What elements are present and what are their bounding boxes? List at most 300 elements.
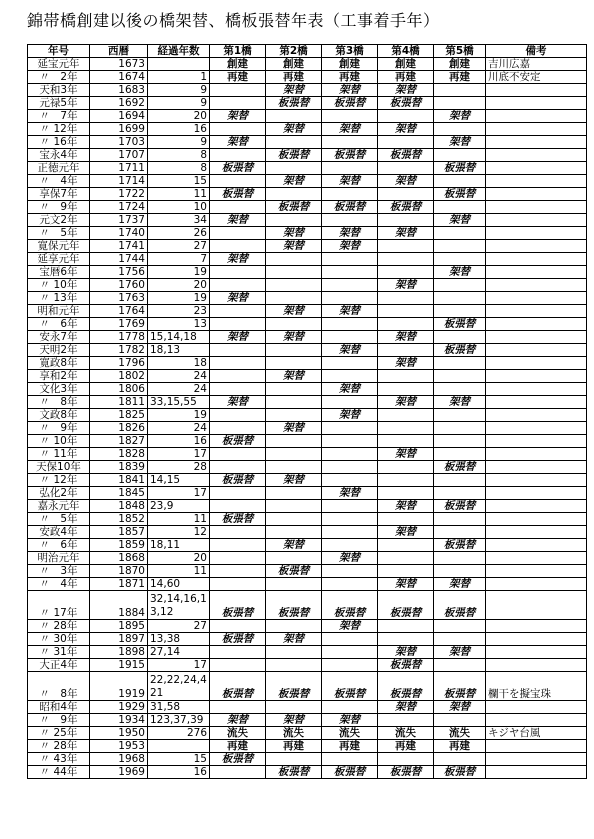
bridge-1-cell: 架替	[210, 253, 266, 266]
bridge-4-cell: 架替	[378, 123, 434, 136]
bridge-4-cell	[378, 539, 434, 552]
bridge-3-cell	[322, 701, 378, 714]
bridge-3-cell	[322, 279, 378, 292]
table-body	[28, 58, 587, 779]
bridge-2-cell	[266, 136, 322, 149]
bridge-2-cell	[266, 753, 322, 766]
bridge-1-cell	[210, 383, 266, 396]
era-cell: 〃 10年	[28, 279, 90, 292]
bridge-3-cell	[322, 448, 378, 461]
table-row	[28, 123, 587, 136]
bridge-1-cell	[210, 565, 266, 578]
year-cell: 1811	[90, 396, 148, 409]
table-row	[28, 331, 587, 344]
year-cell: 1760	[90, 279, 148, 292]
bridge-5-cell	[434, 370, 486, 383]
era-cell: 寛保元年	[28, 240, 90, 253]
bridge-4-cell	[378, 620, 434, 633]
bridge-3-cell: 架替	[322, 305, 378, 318]
bridge-3-cell: 架替	[322, 714, 378, 727]
era-cell: 天和3年	[28, 84, 90, 97]
bridge-1-cell: 架替	[210, 214, 266, 227]
table-row	[28, 344, 587, 357]
bridge-4-cell	[378, 474, 434, 487]
bridge-2-cell	[266, 659, 322, 672]
bridge-3-cell	[322, 646, 378, 659]
year-cell: 1968	[90, 753, 148, 766]
bridge-4-cell	[378, 305, 434, 318]
bridge-3-cell	[322, 565, 378, 578]
note-cell	[486, 646, 587, 659]
bridge-4-cell	[378, 370, 434, 383]
year-cell: 1898	[90, 646, 148, 659]
note-cell	[486, 740, 587, 753]
year-cell: 1707	[90, 149, 148, 162]
bridge-5-cell: 再建	[434, 740, 486, 753]
bridge-5-cell: 架替	[434, 578, 486, 591]
bridge-5-cell	[434, 84, 486, 97]
table-row	[28, 175, 587, 188]
year-cell: 1769	[90, 318, 148, 331]
year-cell: 1796	[90, 357, 148, 370]
bridge-5-cell: 板張替	[434, 539, 486, 552]
elapsed-cell: 34	[148, 214, 210, 227]
era-cell: 〃 3年	[28, 565, 90, 578]
header-elapsed: 経過年数	[148, 45, 210, 58]
bridge-5-cell: 板張替	[434, 188, 486, 201]
note-cell	[486, 565, 587, 578]
note-cell	[486, 552, 587, 565]
era-cell: 〃 12年	[28, 474, 90, 487]
table-row	[28, 591, 587, 620]
bridge-4-cell	[378, 383, 434, 396]
year-cell: 1827	[90, 435, 148, 448]
bridge-5-cell: 創建	[434, 58, 486, 71]
elapsed-cell: 33,15,55	[148, 396, 210, 409]
bridge-2-cell: 架替	[266, 539, 322, 552]
bridge-4-cell: 架替	[378, 578, 434, 591]
note-cell	[486, 175, 587, 188]
era-cell: 元文2年	[28, 214, 90, 227]
table-row	[28, 513, 587, 526]
year-cell: 1699	[90, 123, 148, 136]
elapsed-cell: 17	[148, 487, 210, 500]
note-cell: 吉川広嘉	[486, 58, 587, 71]
bridge-3-cell	[322, 253, 378, 266]
header-bridge-1: 第1橋	[210, 45, 266, 58]
bridge-1-cell	[210, 552, 266, 565]
bridge-4-cell	[378, 461, 434, 474]
year-cell: 1763	[90, 292, 148, 305]
bridge-3-cell: 架替	[322, 383, 378, 396]
elapsed-cell: 18,13	[148, 344, 210, 357]
era-cell: 弘化2年	[28, 487, 90, 500]
year-cell: 1741	[90, 240, 148, 253]
year-cell: 1740	[90, 227, 148, 240]
bridge-4-cell	[378, 162, 434, 175]
bridge-2-cell: 流失	[266, 727, 322, 740]
bridge-4-cell: 架替	[378, 500, 434, 513]
bridge-5-cell: 板張替	[434, 162, 486, 175]
note-cell	[486, 253, 587, 266]
bridge-1-cell: 架替	[210, 331, 266, 344]
table-row	[28, 149, 587, 162]
chronology-table	[27, 44, 587, 779]
elapsed-cell: 27,14	[148, 646, 210, 659]
note-cell	[486, 620, 587, 633]
elapsed-cell: 9	[148, 84, 210, 97]
bridge-3-cell: 架替	[322, 552, 378, 565]
bridge-5-cell	[434, 526, 486, 539]
bridge-2-cell: 板張替	[266, 672, 322, 701]
note-cell	[486, 539, 587, 552]
elapsed-cell: 14,60	[148, 578, 210, 591]
year-cell: 1711	[90, 162, 148, 175]
bridge-2-cell: 板張替	[266, 97, 322, 110]
era-cell: 安永7年	[28, 331, 90, 344]
table-row	[28, 620, 587, 633]
elapsed-cell: 8	[148, 162, 210, 175]
bridge-4-cell	[378, 714, 434, 727]
bridge-4-cell: 架替	[378, 396, 434, 409]
bridge-1-cell	[210, 201, 266, 214]
note-cell: 欄干を擬宝珠	[486, 672, 587, 701]
bridge-4-cell: 創建	[378, 58, 434, 71]
table-row	[28, 646, 587, 659]
bridge-3-cell	[322, 136, 378, 149]
bridge-3-cell	[322, 539, 378, 552]
bridge-4-cell: 架替	[378, 175, 434, 188]
bridge-5-cell: 架替	[434, 396, 486, 409]
year-cell: 1897	[90, 633, 148, 646]
table-row	[28, 58, 587, 71]
bridge-3-cell: 板張替	[322, 97, 378, 110]
year-cell: 1871	[90, 578, 148, 591]
elapsed-cell: 18	[148, 357, 210, 370]
bridge-2-cell	[266, 513, 322, 526]
note-cell	[486, 292, 587, 305]
table-row	[28, 97, 587, 110]
bridge-3-cell: 再建	[322, 740, 378, 753]
table-row	[28, 552, 587, 565]
note-cell	[486, 370, 587, 383]
era-cell: 宝暦6年	[28, 266, 90, 279]
bridge-3-cell	[322, 318, 378, 331]
bridge-3-cell: 再建	[322, 71, 378, 84]
bridge-4-cell	[378, 214, 434, 227]
header-bridge-5: 第5橋	[434, 45, 486, 58]
elapsed-cell: 16	[148, 435, 210, 448]
era-cell: 寛政8年	[28, 357, 90, 370]
era-cell: 文化3年	[28, 383, 90, 396]
bridge-3-cell	[322, 396, 378, 409]
bridge-5-cell	[434, 305, 486, 318]
bridge-3-cell: 架替	[322, 344, 378, 357]
bridge-2-cell	[266, 266, 322, 279]
bridge-3-cell	[322, 292, 378, 305]
year-cell: 1929	[90, 701, 148, 714]
bridge-5-cell	[434, 714, 486, 727]
table-row	[28, 396, 587, 409]
era-cell: 〃 4年	[28, 578, 90, 591]
era-cell: 〃 13年	[28, 292, 90, 305]
bridge-5-cell	[434, 620, 486, 633]
bridge-3-cell: 板張替	[322, 672, 378, 701]
note-cell	[486, 578, 587, 591]
note-cell	[486, 591, 587, 620]
header-row	[28, 45, 587, 58]
note-cell	[486, 513, 587, 526]
bridge-1-cell	[210, 266, 266, 279]
table-row	[28, 266, 587, 279]
bridge-1-cell: 再建	[210, 71, 266, 84]
bridge-1-cell	[210, 357, 266, 370]
year-cell: 1857	[90, 526, 148, 539]
header-bridge-4: 第4橋	[378, 45, 434, 58]
bridge-5-cell: 架替	[434, 701, 486, 714]
elapsed-cell: 11	[148, 565, 210, 578]
note-cell	[486, 214, 587, 227]
bridge-1-cell	[210, 500, 266, 513]
bridge-2-cell	[266, 701, 322, 714]
bridge-3-cell	[322, 110, 378, 123]
bridge-4-cell: 板張替	[378, 672, 434, 701]
bridge-5-cell: 板張替	[434, 461, 486, 474]
bridge-4-cell	[378, 318, 434, 331]
elapsed-cell	[148, 58, 210, 71]
bridge-3-cell	[322, 659, 378, 672]
bridge-4-cell	[378, 136, 434, 149]
bridge-2-cell: 創建	[266, 58, 322, 71]
bridge-2-cell	[266, 253, 322, 266]
bridge-1-cell: 板張替	[210, 513, 266, 526]
bridge-1-cell: 板張替	[210, 672, 266, 701]
bridge-3-cell: 架替	[322, 84, 378, 97]
table-row	[28, 279, 587, 292]
bridge-1-cell	[210, 279, 266, 292]
era-cell: 〃 12年	[28, 123, 90, 136]
bridge-5-cell: 架替	[434, 136, 486, 149]
note-cell	[486, 409, 587, 422]
bridge-1-cell: 創建	[210, 58, 266, 71]
era-cell: 〃 30年	[28, 633, 90, 646]
elapsed-cell: 19	[148, 409, 210, 422]
note-cell	[486, 753, 587, 766]
elapsed-cell: 32,14,16,13,12	[148, 591, 210, 620]
bridge-4-cell: 架替	[378, 279, 434, 292]
bridge-2-cell	[266, 409, 322, 422]
bridge-4-cell	[378, 409, 434, 422]
era-cell: 〃 5年	[28, 227, 90, 240]
year-cell: 1692	[90, 97, 148, 110]
elapsed-cell: 19	[148, 292, 210, 305]
bridge-1-cell	[210, 149, 266, 162]
year-cell: 1950	[90, 727, 148, 740]
bridge-5-cell: 流失	[434, 727, 486, 740]
bridge-5-cell	[434, 659, 486, 672]
bridge-2-cell	[266, 396, 322, 409]
year-cell: 1884	[90, 591, 148, 620]
table-row	[28, 435, 587, 448]
bridge-5-cell	[434, 227, 486, 240]
table-row	[28, 714, 587, 727]
bridge-2-cell: 架替	[266, 175, 322, 188]
bridge-1-cell	[210, 97, 266, 110]
table-row	[28, 487, 587, 500]
bridge-2-cell: 板張替	[266, 201, 322, 214]
bridge-2-cell: 架替	[266, 714, 322, 727]
bridge-5-cell: 板張替	[434, 766, 486, 779]
elapsed-cell: 19	[148, 266, 210, 279]
bridge-2-cell: 架替	[266, 474, 322, 487]
bridge-4-cell	[378, 110, 434, 123]
bridge-4-cell: 板張替	[378, 659, 434, 672]
bridge-2-cell	[266, 162, 322, 175]
bridge-4-cell: 流失	[378, 727, 434, 740]
note-cell	[486, 344, 587, 357]
bridge-2-cell	[266, 461, 322, 474]
bridge-2-cell: 架替	[266, 123, 322, 136]
year-cell: 1694	[90, 110, 148, 123]
year-cell: 1845	[90, 487, 148, 500]
bridge-4-cell: 板張替	[378, 149, 434, 162]
bridge-4-cell	[378, 253, 434, 266]
bridge-5-cell	[434, 357, 486, 370]
note-cell: 川底不安定	[486, 71, 587, 84]
bridge-2-cell: 再建	[266, 740, 322, 753]
table-row	[28, 292, 587, 305]
bridge-5-cell: 架替	[434, 266, 486, 279]
bridge-1-cell	[210, 526, 266, 539]
bridge-4-cell	[378, 552, 434, 565]
year-cell: 1744	[90, 253, 148, 266]
note-cell	[486, 659, 587, 672]
bridge-5-cell	[434, 487, 486, 500]
year-cell: 1802	[90, 370, 148, 383]
note-cell	[486, 448, 587, 461]
table-row	[28, 71, 587, 84]
era-cell: 〃 28年	[28, 620, 90, 633]
elapsed-cell: 13	[148, 318, 210, 331]
era-cell: 文政8年	[28, 409, 90, 422]
bridge-1-cell: 架替	[210, 396, 266, 409]
header-bridge-3: 第3橋	[322, 45, 378, 58]
bridge-3-cell	[322, 422, 378, 435]
table-row	[28, 136, 587, 149]
bridge-1-cell: 架替	[210, 136, 266, 149]
bridge-2-cell: 架替	[266, 305, 322, 318]
bridge-4-cell: 架替	[378, 526, 434, 539]
elapsed-cell: 27	[148, 240, 210, 253]
note-cell	[486, 123, 587, 136]
note-cell	[486, 84, 587, 97]
bridge-1-cell	[210, 646, 266, 659]
bridge-1-cell	[210, 84, 266, 97]
note-cell	[486, 500, 587, 513]
header-bridge-2: 第2橋	[266, 45, 322, 58]
era-cell: 〃 6年	[28, 318, 90, 331]
bridge-5-cell	[434, 240, 486, 253]
bridge-2-cell	[266, 435, 322, 448]
bridge-3-cell: 板張替	[322, 149, 378, 162]
era-cell: 安政4年	[28, 526, 90, 539]
year-cell: 1915	[90, 659, 148, 672]
table-row	[28, 84, 587, 97]
bridge-1-cell	[210, 318, 266, 331]
bridge-5-cell	[434, 331, 486, 344]
bridge-4-cell: 板張替	[378, 97, 434, 110]
bridge-3-cell: 架替	[322, 487, 378, 500]
elapsed-cell: 15,14,18	[148, 331, 210, 344]
bridge-3-cell	[322, 500, 378, 513]
note-cell	[486, 97, 587, 110]
bridge-2-cell: 架替	[266, 633, 322, 646]
bridge-3-cell	[322, 162, 378, 175]
note-cell	[486, 701, 587, 714]
bridge-4-cell: 板張替	[378, 591, 434, 620]
era-cell: 〃 9年	[28, 201, 90, 214]
note-cell: キジヤ台風	[486, 727, 587, 740]
era-cell: 〃 31年	[28, 646, 90, 659]
bridge-2-cell	[266, 188, 322, 201]
elapsed-cell: 13,38	[148, 633, 210, 646]
bridge-4-cell: 架替	[378, 331, 434, 344]
bridge-1-cell: 再建	[210, 740, 266, 753]
era-cell: 〃 8年	[28, 672, 90, 701]
era-cell: 〃 9年	[28, 422, 90, 435]
year-cell: 1868	[90, 552, 148, 565]
bridge-4-cell: 板張替	[378, 201, 434, 214]
bridge-2-cell: 架替	[266, 84, 322, 97]
year-cell: 1825	[90, 409, 148, 422]
note-cell	[486, 487, 587, 500]
bridge-2-cell: 架替	[266, 422, 322, 435]
bridge-1-cell	[210, 409, 266, 422]
era-cell: 天保10年	[28, 461, 90, 474]
bridge-1-cell: 架替	[210, 110, 266, 123]
table-row	[28, 357, 587, 370]
bridge-3-cell	[322, 526, 378, 539]
bridge-5-cell	[434, 435, 486, 448]
era-cell: 〃 8年	[28, 396, 90, 409]
era-cell: 〃 5年	[28, 513, 90, 526]
bridge-4-cell: 再建	[378, 71, 434, 84]
bridge-2-cell: 架替	[266, 227, 322, 240]
bridge-3-cell	[322, 753, 378, 766]
bridge-1-cell	[210, 344, 266, 357]
bridge-1-cell	[210, 620, 266, 633]
elapsed-cell: 27	[148, 620, 210, 633]
bridge-1-cell: 板張替	[210, 633, 266, 646]
note-cell	[486, 279, 587, 292]
bridge-5-cell	[434, 513, 486, 526]
bridge-2-cell	[266, 318, 322, 331]
year-cell: 1764	[90, 305, 148, 318]
elapsed-cell: 24	[148, 370, 210, 383]
note-cell	[486, 331, 587, 344]
table-row	[28, 201, 587, 214]
bridge-2-cell	[266, 487, 322, 500]
elapsed-cell: 12	[148, 526, 210, 539]
year-cell: 1724	[90, 201, 148, 214]
elapsed-cell: 23,9	[148, 500, 210, 513]
bridge-3-cell	[322, 461, 378, 474]
elapsed-cell: 26	[148, 227, 210, 240]
note-cell	[486, 305, 587, 318]
table-row	[28, 578, 587, 591]
era-cell: 延宝元年	[28, 58, 90, 71]
era-cell: 享和2年	[28, 370, 90, 383]
